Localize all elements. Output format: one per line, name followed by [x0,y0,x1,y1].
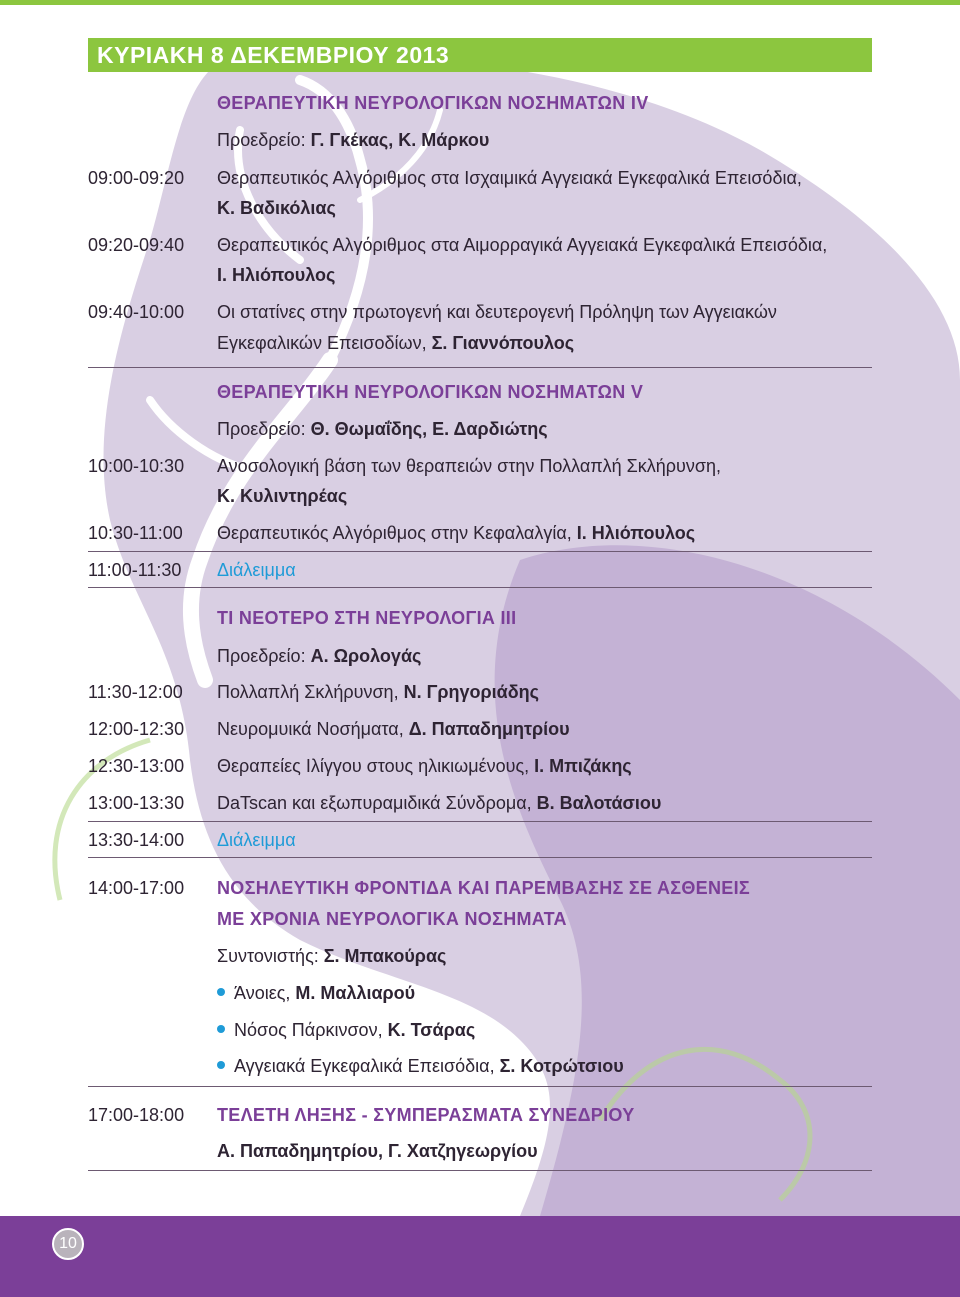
divider [88,1170,872,1171]
session-title: ΘΕΡΑΠΕΥΤΙΚΗ ΝΕΥΡΟΛΟΓΙΚΩΝ ΝΟΣΗΜΑΤΩΝ IV [217,93,649,113]
talk-title-continued: Εγκεφαλικών Επεισοδίων, Σ. Γιαννόπουλος [217,333,575,353]
talk-time: 09:00-09:20 [88,168,185,188]
talk-time: 11:30-12:00 [88,682,183,702]
talk-time: 09:20-09:40 [88,235,185,255]
day-banner: ΚΥΡΙΑΚΗ 8 ΔΕΚΕΜΒΡΙΟΥ 2013 [88,38,872,72]
talk-time: 12:30-13:00 [88,756,185,776]
divider [88,587,872,588]
talk-title: DaTscan και εξωπυραμιδικά Σύνδρομα, Β. Βαλοτάσιου [217,793,662,813]
talk-title: Οι στατίνες στην πρωτογενή και δευτερογενή Πρόληψη των Αγγειακών [217,302,777,322]
talk-title: Ανοσολογική βάση των θεραπειών στην Πολλαπλή Σκλήρυνση, [217,456,721,476]
talk-time: 10:30-11:00 [88,523,183,543]
footer-band [0,1216,960,1297]
break-label: Διάλειμμα [217,830,296,850]
chairs-line: Προεδρείο: Α. Ωρολογάς [217,646,422,666]
bullet-text: Νόσος Πάρκινσον, Κ. Τσάρας [217,1014,877,1046]
session-title: ΘΕΡΑΠΕΥΤΙΚΗ ΝΕΥΡΟΛΟΓΙΚΩΝ ΝΟΣΗΜΑΤΩΝ V [217,382,644,402]
bullet-dot-icon [217,1025,225,1033]
bullet-text: Άνοιες, Μ. Μαλλιαρού [217,977,877,1009]
session-title: ΝΟΣΗΛΕΥΤΙΚΗ ΦΡΟΝΤΙΔΑ ΚΑΙ ΠΑΡΕΜΒΑΣΗΣ ΣΕ ΑΣΘΕΝΕΙΣ [217,878,750,898]
session-time: 17:00-18:00 [88,1105,185,1125]
talk-speaker: Ι. Ηλιόπουλος [217,265,336,285]
break-time: 11:00-11:30 [88,560,182,580]
speakers-line: Α. Παπαδημητρίου, Γ. Χατζηγεωργίου [217,1141,538,1161]
talk-title: Θεραπείες Ιλίγγου στους ηλικιωμένους, Ι. Μπιζάκης [217,756,632,776]
talk-title: Πολλαπλή Σκλήρυνση, Ν. Γρηγοριάδης [217,682,540,702]
talk-time: 13:00-13:30 [88,793,185,813]
chairs-line: Προεδρείο: Θ. Θωμαΐδης, Ε. Δαρδιώτης [217,419,548,439]
talk-time: 10:00-10:30 [88,456,185,476]
break-label: Διάλειμμα [217,560,296,580]
coordinator-line: Συντονιστής: Σ. Μπακούρας [217,946,447,966]
session-title: ΤΙ ΝΕΟΤΕΡΟ ΣΤΗ ΝΕΥΡΟΛΟΓΙΑ ΙΙΙ [217,608,517,628]
session-time: 14:00-17:00 [88,878,185,898]
divider [88,1086,872,1087]
talk-title: Θεραπευτικός Αλγόριθμος στην Κεφαλαλγία, Ι. Ηλιόπουλος [217,523,696,543]
talk-title: Θεραπευτικός Αλγόριθμος στα Ισχαιμικά Αγγειακά Εγκεφαλικά Επεισόδια, [217,168,802,188]
divider [88,857,872,858]
chairs-line: Προεδρείο: Γ. Γκέκας, Κ. Μάρκου [217,130,490,150]
talk-title: Νευρομυικά Νοσήματα, Δ. Παπαδημητρίου [217,719,570,739]
bullet-dot-icon [217,988,225,996]
bullet-dot-icon [217,1061,225,1069]
talk-title: Θεραπευτικός Αλγόριθμος στα Αιμορραγικά Αγγειακά Εγκεφαλικά Επεισόδια, [217,235,828,255]
break-time: 13:30-14:00 [88,830,185,850]
talk-speaker: Κ. Βαδικόλιας [217,198,336,218]
talk-time: 12:00-12:30 [88,719,185,739]
session-title: ΤΕΛΕΤΗ ΛΗΞΗΣ - ΣΥΜΠΕΡΑΣΜΑΤΑ ΣΥΝΕΔΡΙΟΥ [217,1105,635,1125]
talk-time: 09:40-10:00 [88,302,185,322]
session-title-continued: ΜΕ ΧΡΟΝΙΑ ΝΕΥΡΟΛΟΓΙΚΑ ΝΟΣΗΜΑΤΑ [217,909,567,929]
divider [88,367,872,368]
talk-speaker: Κ. Κυλιντηρέας [217,486,348,506]
divider [88,821,872,822]
bullet-text: Αγγειακά Εγκεφαλικά Επεισόδια, Σ. Κοτρώτσιου [217,1050,877,1082]
divider [88,551,872,552]
page-number-badge: 10 [52,1228,84,1260]
